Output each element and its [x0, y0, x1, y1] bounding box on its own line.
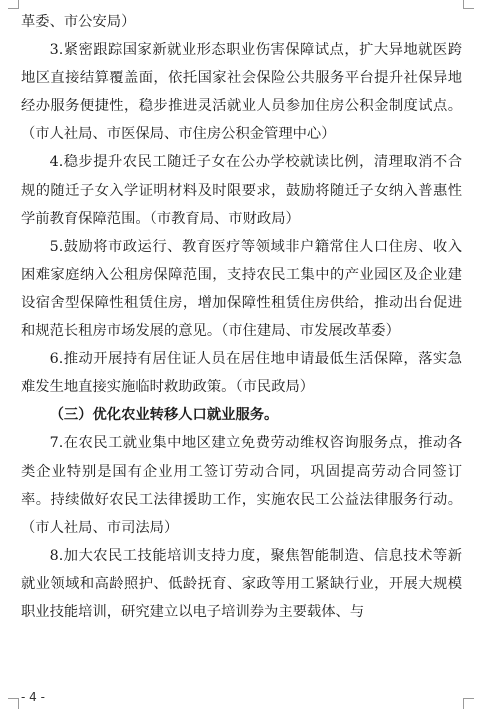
paragraph-item-7: 7.在农民工就业集中地区建立免费劳动维权咨询服务点，推动各类企业特别是国有企业用工签订劳动合同，巩固提高劳动合同签订率。持续做好农民工法律援助工作，实施农民工公益法律服务行动。（市人社局、市司法局）: [21, 435, 462, 536]
document-body: [21, 8, 462, 626]
paragraph-item-6: 6.推动开展持有居住证人员在居住地申请最低生活保障，落实急难发生地直接实施临时救助政策。（市民政局）: [21, 351, 462, 396]
paragraph-item-5: 5.鼓励将市政运行、教育医疗等领域非户籍常住人口住房、收入困难家庭纳入公租房保障范围，支持农民工集中的产业园区及企业建设宿舍型保障性租赁住房，增加保障性租赁住房供给，推动出台促进和规范长租房市场发展的意见。（市住建局、市发展改革委）: [21, 238, 462, 340]
paragraph-item-3: 3.紧密跟踪国家新就业形态职业伤害保障试点，扩大异地就医跨地区直接结算覆盖面，依托国家社会保险公共服务平台提升社保异地经办服务便捷性，稳步推进灵活就业人员参加住房公积金制度试点。（市人社局、市医保局、市住房公积金管理中心）: [21, 42, 462, 143]
section-heading: （三）优化农业转移人口就业服务。: [49, 407, 279, 424]
crop-mark-bottom-right: [463, 698, 474, 709]
crop-mark-top-left: [8, 0, 19, 9]
crop-mark-top-right: [463, 0, 474, 9]
paragraph-item-4: 4.稳步提升农民工随迁子女在公办学校就读比例，清理取消不合规的随迁子女入学证明材料及时限要求，鼓励将随迁子女纳入普惠性学前教育保障范围。（市教育局、市财政局）: [21, 154, 462, 227]
paragraph-continuation: 革委、市公安局）: [21, 14, 136, 30]
page-number: - 4 -: [21, 690, 45, 704]
paragraph-item-8: 8.加大农民工技能培训支持力度，聚焦智能制造、信息技术等新就业领域和高龄照护、低龄抚育、家政等用工紧缺行业，开展大规模职业技能培训，研究建立以电子培训券为主要载体、与: [21, 547, 462, 620]
crop-mark-bottom-left: [8, 698, 19, 709]
